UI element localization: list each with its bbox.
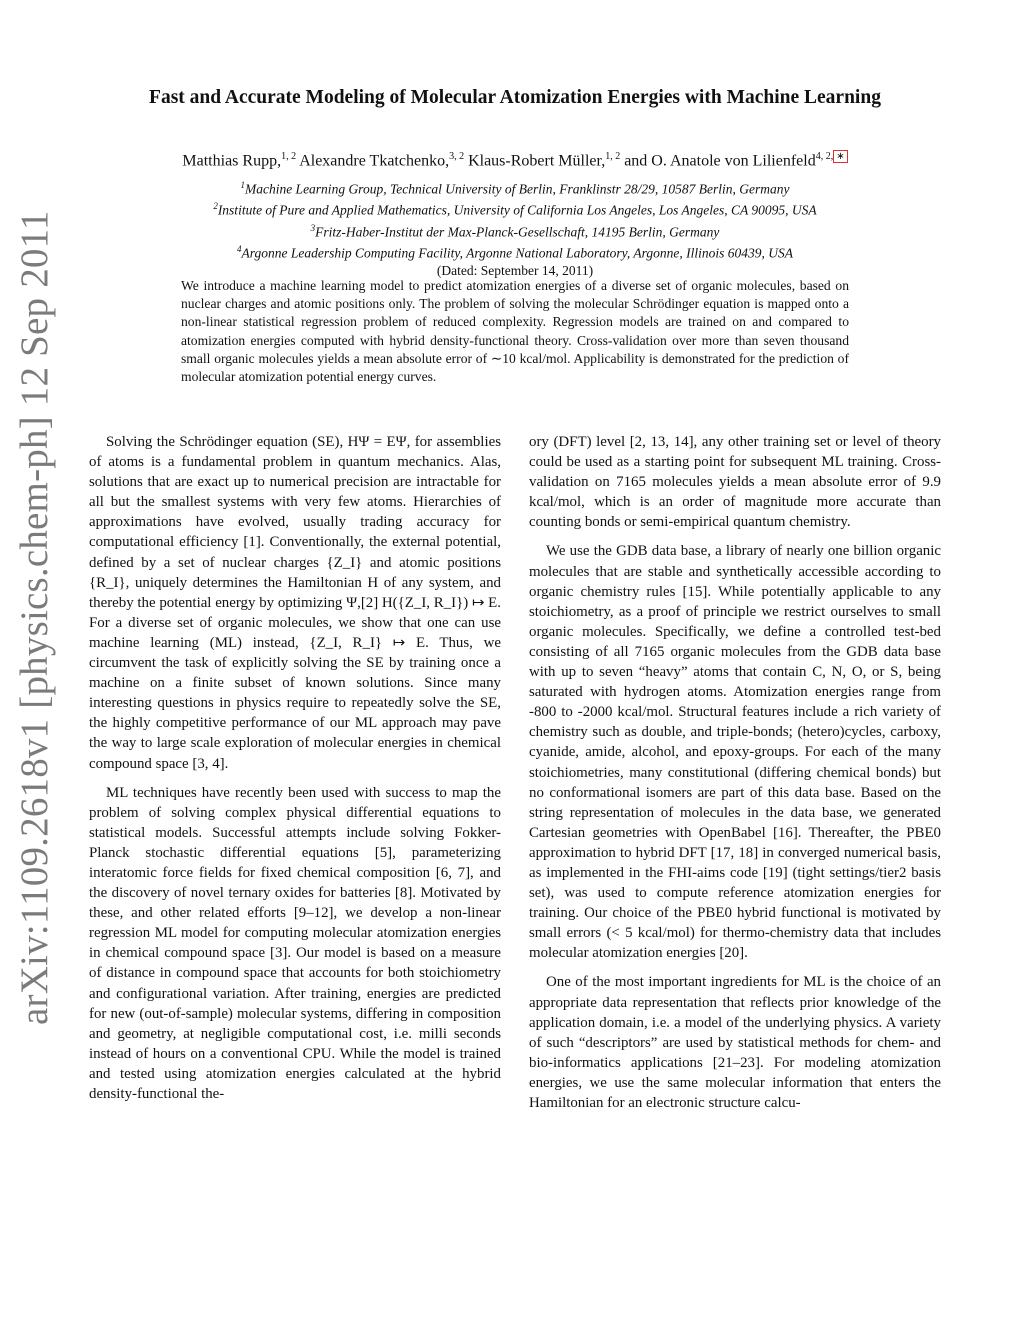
author-list (80, 151, 950, 170)
affiliation-4: $^4$Argonne Leadership Computing Facility, Argonne National Laboratory, Argonne, Illinois 60439, USA (237, 243, 793, 261)
affiliations (80, 177, 950, 280)
paragraph-intro: Solving the Schrödinger equation (SE), HΨ = EΨ, for assemblies of atoms is a fundamental problem in quantum mechanics. Alas, solutions that are exact up to numerical precision are intractable for all but the smallest systems with very few atoms. Hierarchies of approximations have evolved, usually trading accuracy for computational efficiency [1]. Conventionally, the external potential, defined by a set of nuclear charges {Z_I} and atomic positions {R_I}, uniquely determines the Hamiltonian H of any system, and thereby the potential energy by optimizing Ψ,[2] H({Z_I, R_I}) ↦ E. For a diverse set of organic molecules, we show that one can use machine learning (ML) instead, {Z_I, R_I} ↦ E. Thus, we circumvent the task of explicitly solving the SE by training once a machine on a finite subset of known solutions. Since many interesting questions in physics require to repeatedly solve the SE, the highly competitive performance of our ML approach may pave the way to large scale exploration of molecular energies in chemical compound space [3, 4]. (89, 434, 501, 772)
paragraph-descriptors: One of the most important ingredients for ML is the choice of an appropriate data representation that reflects prior knowledge of the application domain, i.e. a model of the underlying physics. A variety of such “descriptors” are used by statistical methods for chem- and bio-informatics applications [21–23]. For modeling atomization energies, we use the same molecular information that enters the Hamiltonian for an electronic structure calcu- (529, 974, 941, 1111)
corresponding-author-link[interactable]: ∗ (833, 150, 847, 163)
author-rupp-affil: 1, 2 (281, 151, 297, 162)
author-muller: Klaus-Robert Müller, (468, 152, 606, 170)
author-rupp: Matthias Rupp, (182, 152, 282, 170)
date-line: (Dated: September 14, 2011) (436, 263, 594, 279)
author-muller-affil: 1, 2 (605, 151, 621, 162)
left-column (89, 432, 501, 1104)
author-von-lilienfeld: and O. Anatole von Lilienfeld (624, 152, 816, 170)
paragraph-continued: ory (DFT) level [2, 13, 14], any other training set or level of theory could be used as a starting point for subsequent ML training. Cross-validation on 7165 molecules yields a mean absolute error of 9.9 kcal/mol, which is an order of magnitude more accurate than counting bonds or semi-empirical quantum chemistry. (529, 434, 941, 531)
author-tkatchenko: Alexandre Tkatchenko, (299, 152, 450, 170)
author-von-lilienfeld-affil: 4, 2, ∗ (816, 150, 848, 163)
paper-title: Fast and Accurate Modeling of Molecular Atomization Energies with Machine Learning (149, 87, 881, 108)
paragraph-ml-techniques: ML techniques have recently been used with success to map the problem of solving complex physical differential equations to statistical models. Successful attempts include solving Fokker-Planck stochastic differential equations [5], parameterizing interatomic force fields for fixed chemical composition [6, 7], and the discovery of novel ternary oxides for batteries [8]. Motivated by these, and other related efforts [9–12], we develop a non-linear regression ML model for computing molecular atomization energies in chemical compound space [3]. Our model is based on a measure of distance in compound space that accounts for both stoichiometry and configurational variation. After training, energies are predicted for new (out-of-sample) molecular systems, differing in composition and geometry, at negligible computational cost, i.e. milli seconds instead of hours on a conventional CPU. While the model is trained and tested using atomization energies calculated at the hybrid density-functional the- (89, 784, 501, 1102)
right-column (529, 432, 941, 1113)
affiliation-3: $^3$Fritz-Haber-Institut der Max-Planck-Gesellschaft, 14195 Berlin, Germany (310, 222, 720, 240)
author-tkatchenko-affil: 3, 2 (449, 151, 465, 162)
arxiv-identifier: arXiv:1109.2618v1 [physics.chem-ph] 12 Sep 2011 (13, 210, 56, 1025)
affiliation-2: $^2$Institute of Pure and Applied Mathematics, University of California Los Angeles, Los Angeles, CA 90095, USA (213, 201, 817, 218)
affiliation-1: $^1$Machine Learning Group, Technical University of Berlin, Franklinstr 28/29, 10587 Berlin, Germany (240, 180, 790, 197)
abstract: We introduce a machine learning model to predict atomization energies of a diverse set of organic molecules, based on nuclear charges and atomic positions only. The problem of solving the molecular Schrödinger equation is mapped onto a non-linear statistical regression problem of reduced complexity. Regression models are trained on and compared to atomization energies computed with hybrid density-functional theory. Cross-validation over more than seven thousand small organic molecules yields a mean absolute error of ∼10 kcal/mol. Applicability is demonstrated for the prediction of molecular atomization potential energy curves. (181, 278, 849, 385)
paragraph-gdb-database: We use the GDB data base, a library of nearly one billion organic molecules that are stable and synthetically accessible according to organic chemistry rules [15]. While potentially applicable to any stoichiometry, as a proof of principle we restrict ourselves to small organic molecules. Specifically, we define a controlled test-bed consisting of all 7165 organic molecules from the GDB data base with up to seven “heavy” atoms that contain C, N, O, or S, being saturated with hydrogen atoms. Atomization energies range from -800 to -2000 kcal/mol. Structural features include a rich variety of chemistry such as double, and triple-bonds; (hetero)cycles, carboxy, cyanide, amide, alcohol, and epoxy-groups. For each of the many stoichiometries, many constitutional (differing chemical bonds) but no conformational isomers are part of this data base. Based on the string representation of molecules in the data base, we generated Cartesian geometries with OpenBabel [16]. Thereafter, the PBE0 approximation to hybrid DFT [17, 18] in converged numerical basis, as implemented in the FHI-aims code [19] (tight settings/tier2 basis set), was used to compute reference atomization energies for training. Our choice of the PBE0 hybrid functional is motivated by small errors (< 5 kcal/mol) for thermo-chemistry data that includes molecular atomization energies [20]. (529, 543, 941, 962)
